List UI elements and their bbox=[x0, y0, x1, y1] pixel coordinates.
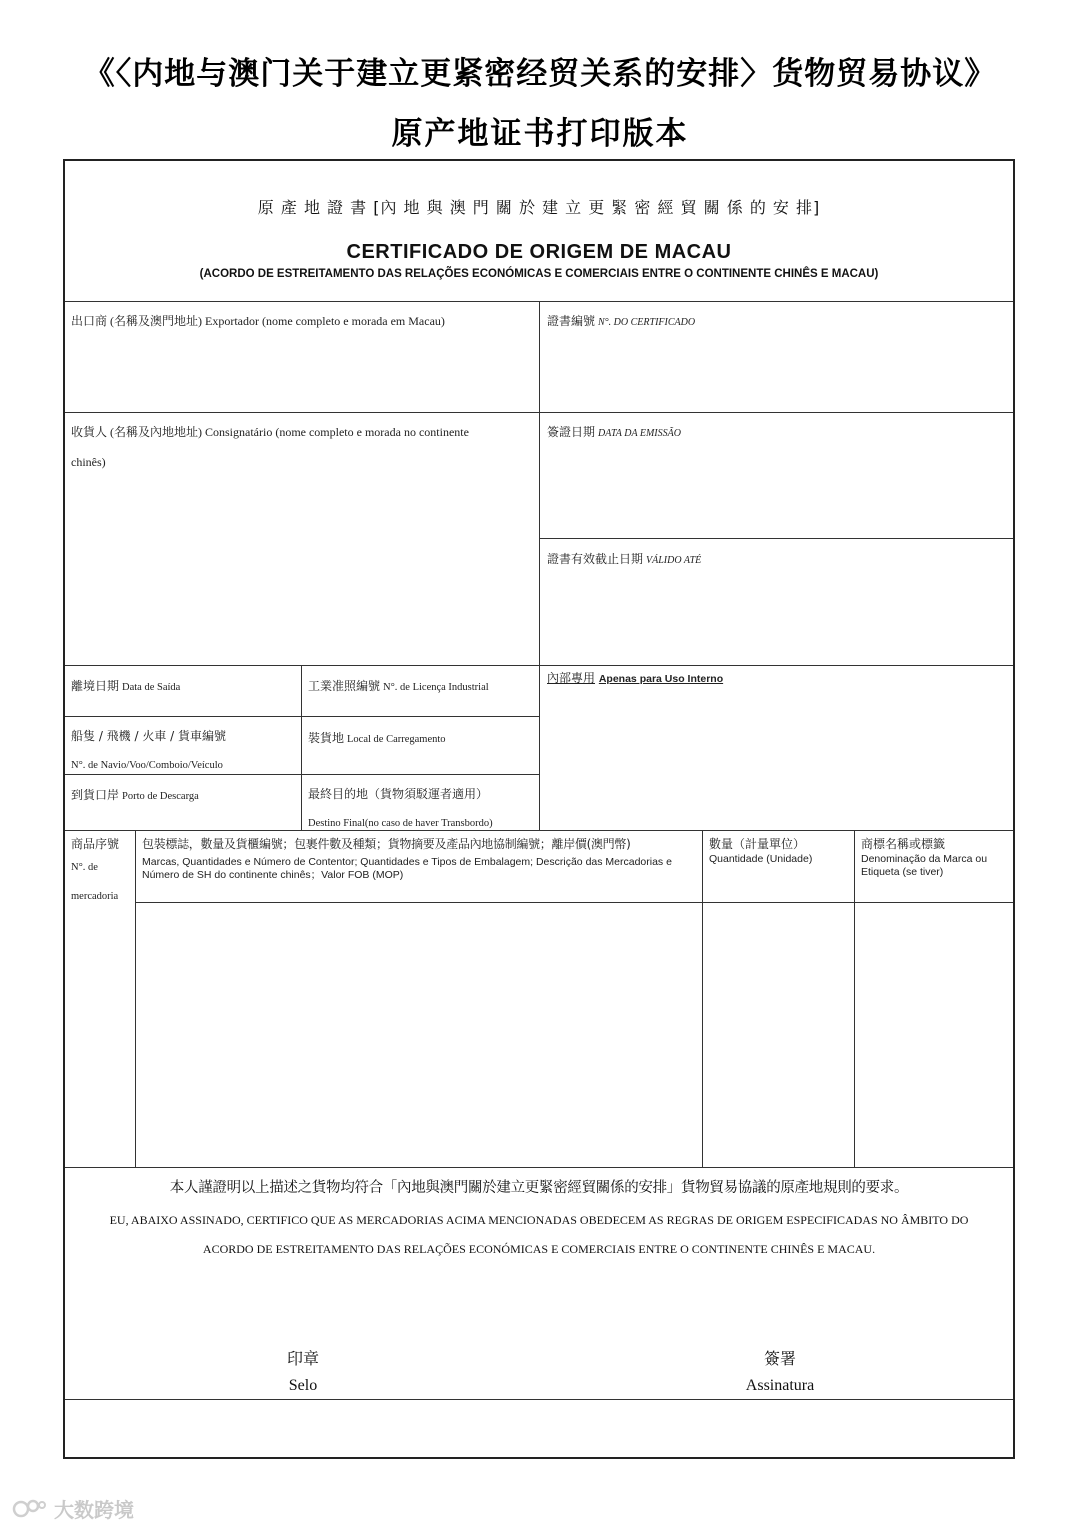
col-qty-label-pt: Quantidade (Unidade) bbox=[709, 853, 813, 865]
valid-until-field[interactable] bbox=[547, 552, 701, 568]
col-item-label-pt1: N°. de bbox=[71, 862, 98, 873]
discharge-port-label-pt: Porto de Descarga bbox=[122, 791, 199, 802]
loading-place-label-pt: Local de Carregamento bbox=[347, 734, 446, 745]
discharge-port-field[interactable] bbox=[71, 788, 199, 804]
goods-desc-cell[interactable] bbox=[138, 905, 700, 1165]
goods-item-cell[interactable] bbox=[67, 905, 133, 1165]
cert-number-label-cn: 證書編號 bbox=[547, 314, 596, 328]
col-brand-label-pt2: Etiqueta (se tiver) bbox=[861, 866, 944, 878]
discharge-port-label-cn: 到貨口岸 bbox=[71, 788, 120, 802]
final-destination-label-cn: 最終目的地（貨物須駁運者適用） bbox=[308, 787, 489, 801]
departure-date-label-cn: 離境日期 bbox=[71, 679, 120, 693]
col-brand-label-pt1: Denominação da Marca ou bbox=[861, 853, 988, 865]
col-desc-label-pt1: Marcas, Quantidades e Número de Contentor; Quantidades e Tipos de Embalagem; Descrição das Mercadorias e bbox=[142, 856, 672, 868]
issue-date-label-pt: DATA DA EMISSÃO bbox=[598, 428, 681, 439]
seal-label-pt: Selo bbox=[288, 1377, 318, 1394]
exporter-label-cn: 出口商 (名稱及澳門地址) bbox=[71, 314, 202, 328]
watermark-logo-icon bbox=[12, 1497, 48, 1521]
col-desc-label-pt2: Número de SH do continente chinês；Valor FOB (MOP) bbox=[142, 869, 404, 881]
internal-use-label-cn: 內部專用 bbox=[547, 671, 596, 685]
consignee-field[interactable] bbox=[71, 425, 469, 439]
departure-date-field[interactable] bbox=[71, 679, 180, 695]
col-brand-label-cn: 商標名稱或標籤 bbox=[861, 837, 946, 851]
divider bbox=[702, 830, 703, 1167]
vessel-label-pt: N°. de Navio/Voo/Comboio/Veículo bbox=[71, 760, 223, 771]
divider bbox=[65, 774, 539, 775]
header-cn-title: 原 產 地 證 書 [內 地 與 澳 門 關 於 建 立 更 緊 密 經 貿 關 係 的 安 排] bbox=[257, 198, 821, 217]
final-destination-label-pt: Destino Final(no caso de haver Transbordo) bbox=[308, 818, 493, 829]
issue-date-label-cn: 簽證日期 bbox=[547, 425, 596, 439]
cert-number-field[interactable] bbox=[547, 314, 695, 330]
internal-use-field bbox=[547, 671, 723, 686]
header-pt-title: CERTIFICADO DE ORIGEM DE MACAU bbox=[346, 241, 732, 263]
valid-until-label-pt: VÁLIDO ATÉ bbox=[646, 555, 702, 566]
page-title-line1: 《〈内地与澳门关于建立更紧密经贸关系的安排〉货物贸易协议》 bbox=[83, 56, 997, 92]
watermark-text: 大数跨境 bbox=[54, 1498, 134, 1522]
vessel-label-cn: 船隻 / 飛機 / 火車 / 貨車編號 bbox=[71, 729, 227, 743]
loading-place-label-cn: 裝貨地 bbox=[308, 731, 345, 745]
goods-brand-cell[interactable] bbox=[857, 905, 1011, 1165]
divider bbox=[65, 1399, 1013, 1400]
divider bbox=[539, 538, 1013, 539]
col-item-label-pt2: mercadoria bbox=[71, 891, 119, 902]
industrial-license-label-cn: 工業准照編號 bbox=[308, 679, 381, 693]
consignee-label-pt2: chinês) bbox=[71, 455, 106, 469]
exporter-label-pt: Exportador (nome completo e morada em Macau) bbox=[205, 314, 445, 328]
declaration-pt2: ACORDO DE ESTREITAMENTO DAS RELAÇÕES ECONÓMICAS E COMERCIAIS ENTRE O CONTINENTE CHINÊS E MACAU. bbox=[202, 1242, 876, 1256]
divider bbox=[65, 716, 539, 717]
divider bbox=[65, 830, 1013, 831]
issue-date-field[interactable] bbox=[547, 425, 681, 441]
certificate-form bbox=[63, 159, 1015, 1459]
col-item-label-cn: 商品序號 bbox=[71, 837, 120, 851]
consignee-label-cn: 收貨人 (名稱及內地地址) bbox=[71, 425, 202, 439]
col-desc-label-cn: 包裝標誌，數量及貨櫃編號；包裹件數及種類；貨物摘要及產品內地協制編號；離岸價(澳門幣) bbox=[142, 837, 631, 851]
header-pt-subtitle: (ACORDO DE ESTREITAMENTO DAS RELAÇÕES ECONÓMICAS E COMERCIAIS ENTRE O CONTINENTE CHINÊS E MACAU) bbox=[199, 268, 879, 280]
seal-label-cn: 印章 bbox=[286, 1349, 319, 1368]
divider bbox=[135, 902, 1013, 903]
industrial-license-label-pt: N°. de Licença Industrial bbox=[383, 682, 489, 693]
footer-blank-area bbox=[67, 1403, 1011, 1457]
valid-until-label-cn: 證書有效截止日期 bbox=[547, 552, 644, 566]
divider bbox=[301, 665, 302, 830]
consignee-label-pt: Consignatário (nome completo e morada no continente bbox=[205, 425, 469, 439]
internal-use-label-pt: Apenas para Uso Interno bbox=[598, 673, 724, 685]
watermark bbox=[12, 1494, 134, 1523]
page-title-line2: 原产地证书打印版本 bbox=[391, 116, 689, 152]
divider bbox=[854, 830, 855, 1167]
col-qty-label-cn: 數量（計量單位） bbox=[709, 837, 806, 851]
divider bbox=[135, 830, 136, 1167]
loading-place-field[interactable] bbox=[308, 731, 446, 747]
exporter-field[interactable] bbox=[71, 314, 445, 328]
signature-label-cn: 簽署 bbox=[763, 1349, 796, 1368]
declaration-cn: 本人謹證明以上描述之貨物均符合「內地與澳門關於建立更緊密經貿關係的安排」貨物貿易協議的原產地規則的要求。 bbox=[169, 1180, 909, 1196]
signature-label-pt: Assinatura bbox=[745, 1377, 815, 1394]
goods-qty-cell[interactable] bbox=[705, 905, 852, 1165]
divider bbox=[65, 1167, 1013, 1168]
departure-date-label-pt: Data de Saída bbox=[122, 682, 181, 693]
declaration-pt1: EU, ABAIXO ASSINADO, CERTIFICO QUE AS MERCADORIAS ACIMA MENCIONADAS OBEDECEM AS REGRAS DE ORIGEM ESPECIFICADAS NO ÂMBITO DO bbox=[109, 1213, 969, 1227]
industrial-license-field[interactable] bbox=[308, 679, 489, 695]
cert-number-label-pt: N°. DO CERTIFICADO bbox=[598, 317, 696, 328]
divider bbox=[539, 301, 540, 830]
